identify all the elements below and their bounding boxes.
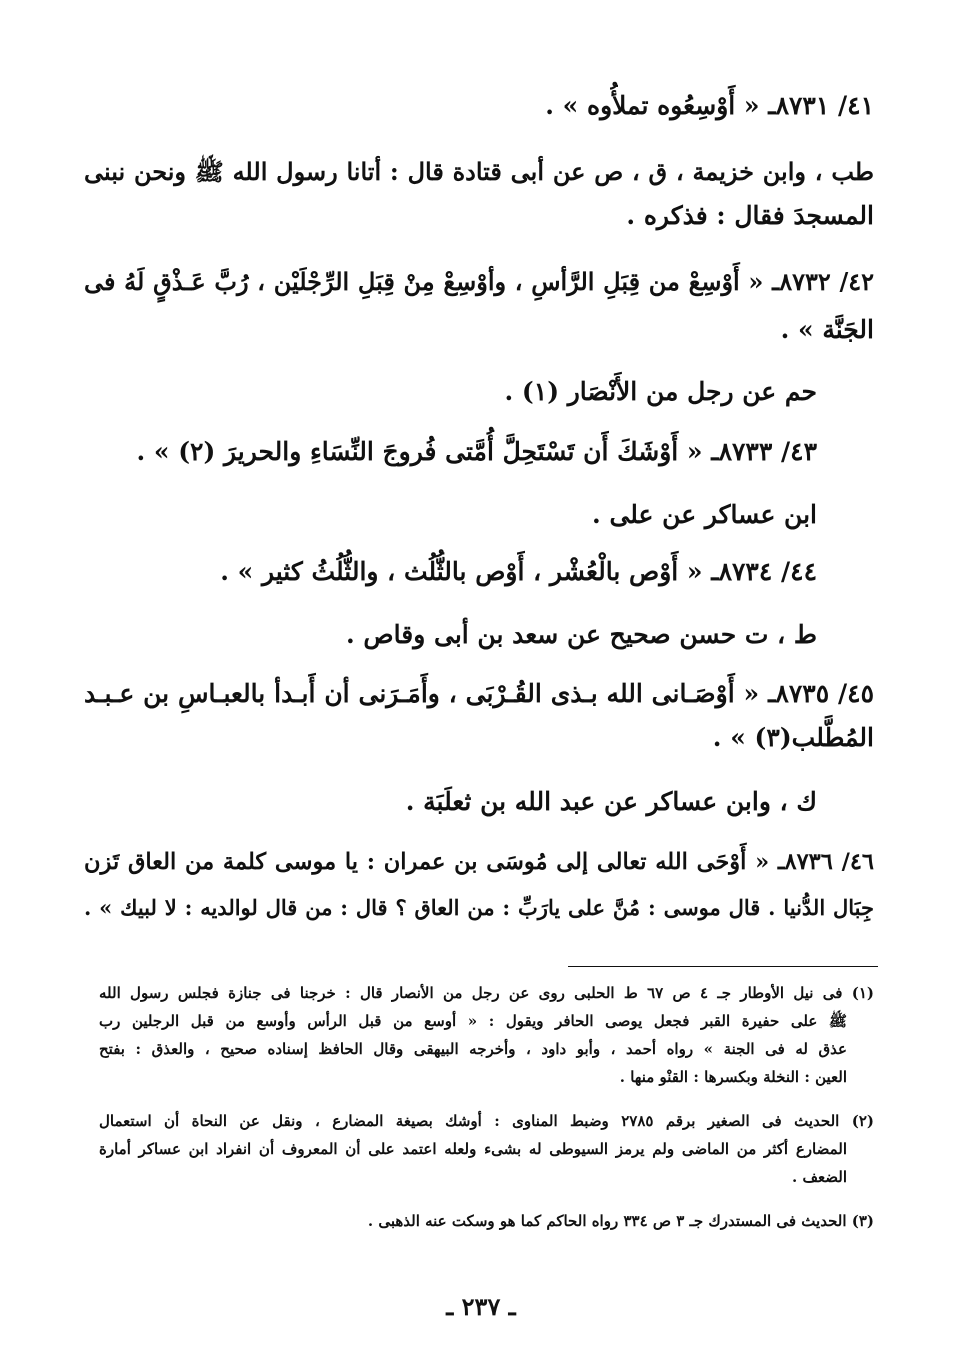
footnote-1: (١) فى نيل الأوطار جـ ٤ ص ٦٧ ط الحلبى روى عن رجل من الأنصار قال : خرجنا فى جنازة فجلس رسول الله: [99, 984, 874, 1002]
source-line-8732: حم عن رجل من الأَنْصَار (١) .: [504, 377, 817, 406]
hadith-8731: ٤١/ ٨٧٣١ـ « أَوْسِعُوه تملأُوه » .: [545, 91, 874, 120]
hadith-8732: ٤٢/ ٨٧٣٢ـ « أَوْسِعْ من قِبَلِ الرَّأسِ ، وأوْسِعْ مِنْ قِبَلِ الرِّجْلَيْن ، رُبَّ عَـذْقٍ لَهُ فى: [84, 267, 875, 296]
footnote-3: (٣) الحديث فى المستدرك جـ ٣ ص ٣٣٤ رواه الحاكم كما هو وسكت عنه الذهبى .: [367, 1212, 874, 1230]
hadith-8735: ٤٥/ ٨٧٣٥ـ « أَوْصَـانى الله بـذى القُـرْبَى ، وأَمَـرَنى أن أَبـدأ بالعبـاسِ بن عـبـد: [84, 679, 875, 708]
hadith-8736-cont: جِبَال الدُّنيا . قال موسى : مُنَّ على يارَبِّ : من العاق ؟ قال : من قال لوالديه : لا لبيك » .: [84, 895, 874, 920]
source-line-8731-cont: المسجدَ فقال : فذكره .: [626, 201, 874, 230]
source-line-8735: ك ، وابن عساكر عن عبد الله بن ثعلَبَة .: [405, 787, 817, 816]
source-line-8731: طب ، وابن خزيمة ، ق ، ص عن أبى قتادة قال : أتانا رسول الله ﷺ ونحن نبنى: [84, 157, 874, 186]
footnote-2-line-3: الضعف .: [792, 1168, 847, 1186]
footnote-1-line-4: العين : النخلة وبكسرها : القنْو منها .: [619, 1068, 847, 1086]
footnote-1-line-2: ﷺ على حفيرة القبر فجعل يوصى الحافر ويقول : « أوسع من قبل الرأس وأوسع من قبل الرجلين رب: [99, 1012, 848, 1030]
source-line-8733: ابن عساكر عن على .: [592, 500, 817, 529]
hadith-8735-cont: المُطَّلب(٣) » .: [712, 723, 874, 752]
source-line-8734: ط ، ت حسن صحيح عن سعد بن أبى وقاص .: [346, 620, 817, 649]
hadith-8733: ٤٣/ ٨٧٣٣ـ « أَوْشَكَ أَن تَسْتَحِلَّ أُمَّتى فُروجَ النِّسَاءِ والحريرَ (٢) » .: [136, 437, 817, 466]
footnote-separator: [568, 966, 878, 967]
footnote-2: (٢) الحديث فى الصغير برقم ٢٧٨٥ وضبط المناوى : أوشك بصيغة المضارع ، ونقل عن النحاة أن استعمال: [99, 1112, 874, 1130]
page-number: ـ ٢٣٧ ـ: [446, 1292, 516, 1321]
hadith-8734: ٤٤/ ٨٧٣٤ـ « أَوْص بالْعُشْر ، أَوْص بالثُّلُث ، والثُّلُثُ كثير » .: [220, 557, 817, 586]
footnote-1-line-3: عذق له فى الجنة » رواه أحمد ، وأبو داود ، وأخرجه البيهقى وقال الحافظ إسناده صحيح ، والعذق : بفتح: [99, 1040, 847, 1058]
footnote-2-line-2: المضارع أكثر من الماضى ولم يرمز السيوطى له بشىء ولعله اعتمد على أن المعروف أن انفراد ابن عساكر أمارة: [99, 1140, 847, 1158]
hadith-8732-cont: الجَنَّة » .: [780, 315, 874, 344]
hadith-8736: ٤٦/ ٨٧٣٦ـ « أَوْحَى الله تعالى إلى مُوسَى بن عمران : يا موسى كلمة من العاق تَزن: [84, 849, 874, 875]
